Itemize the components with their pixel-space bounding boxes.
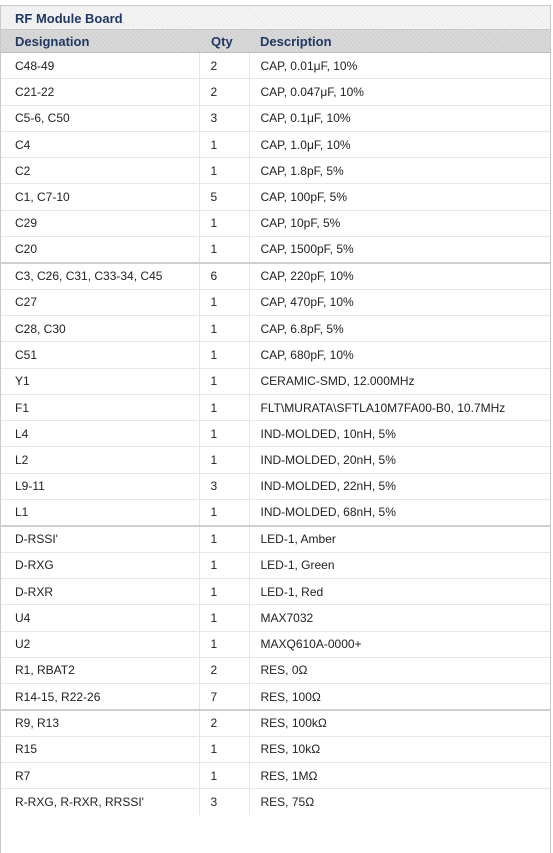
cell-description: IND-MOLDED, 20nH, 5% bbox=[249, 447, 550, 473]
cell-description: CAP, 1500pF, 5% bbox=[249, 237, 550, 263]
cell-description: CAP, 10pF, 5% bbox=[249, 210, 550, 236]
cell-qty: 2 bbox=[199, 53, 249, 79]
cell-description: CAP, 6.8pF, 5% bbox=[249, 315, 550, 341]
cell-qty: 6 bbox=[199, 263, 249, 289]
table-row bbox=[1, 394, 550, 420]
cell-designation: R14-15, R22-26 bbox=[1, 684, 199, 710]
cell-designation: C1, C7-10 bbox=[1, 184, 199, 210]
table-row bbox=[1, 368, 550, 394]
cell-qty: 7 bbox=[199, 684, 249, 710]
table-row bbox=[1, 763, 550, 789]
cell-designation: C48-49 bbox=[1, 53, 199, 79]
table-row bbox=[1, 289, 550, 315]
cell-qty: 1 bbox=[199, 631, 249, 657]
cell-designation: L1 bbox=[1, 500, 199, 526]
cell-designation: R15 bbox=[1, 736, 199, 762]
cell-qty: 1 bbox=[199, 210, 249, 236]
cell-designation: R9, R13 bbox=[1, 710, 199, 736]
cell-designation: C5-6, C50 bbox=[1, 105, 199, 131]
cell-description: CAP, 220pF, 10% bbox=[249, 263, 550, 289]
cell-qty: 5 bbox=[199, 184, 249, 210]
table-row bbox=[1, 500, 550, 526]
cell-qty: 1 bbox=[199, 158, 249, 184]
cell-description: RES, 100Ω bbox=[249, 684, 550, 710]
cell-description: RES, 1MΩ bbox=[249, 763, 550, 789]
cell-designation: C2 bbox=[1, 158, 199, 184]
cell-description: CAP, 0.01μF, 10% bbox=[249, 53, 550, 79]
cell-qty: 1 bbox=[199, 394, 249, 420]
cell-designation: Y1 bbox=[1, 368, 199, 394]
table-row bbox=[1, 158, 550, 184]
cell-description: MAX7032 bbox=[249, 605, 550, 631]
cell-designation: F1 bbox=[1, 394, 199, 420]
cell-qty: 1 bbox=[199, 605, 249, 631]
cell-designation: R7 bbox=[1, 763, 199, 789]
column-header-designation: Designation bbox=[1, 30, 199, 53]
cell-description: CAP, 100pF, 5% bbox=[249, 184, 550, 210]
column-header-description: Description bbox=[249, 30, 550, 53]
table-row bbox=[1, 184, 550, 210]
cell-designation: C28, C30 bbox=[1, 315, 199, 341]
cell-qty: 1 bbox=[199, 315, 249, 341]
cell-description: LED-1, Amber bbox=[249, 526, 550, 552]
cell-designation: R-RXG, R-RXR, RRSSI' bbox=[1, 789, 199, 815]
cell-description: RES, 10kΩ bbox=[249, 736, 550, 762]
table-row bbox=[1, 421, 550, 447]
table-row bbox=[1, 789, 550, 815]
cell-description: IND-MOLDED, 10nH, 5% bbox=[249, 421, 550, 447]
cell-description: IND-MOLDED, 68nH, 5% bbox=[249, 500, 550, 526]
cell-description: LED-1, Green bbox=[249, 552, 550, 578]
cell-description: CAP, 0.047μF, 10% bbox=[249, 79, 550, 105]
cell-qty: 3 bbox=[199, 105, 249, 131]
cell-designation: L9-11 bbox=[1, 473, 199, 499]
table-row bbox=[1, 131, 550, 157]
cell-description: RES, 75Ω bbox=[249, 789, 550, 815]
cell-qty: 1 bbox=[199, 368, 249, 394]
table-row bbox=[1, 473, 550, 499]
cell-qty: 1 bbox=[199, 289, 249, 315]
cell-qty: 1 bbox=[199, 421, 249, 447]
cell-designation: U4 bbox=[1, 605, 199, 631]
cell-qty: 2 bbox=[199, 657, 249, 683]
panel-title: RF Module Board bbox=[1, 5, 550, 30]
cell-designation: L4 bbox=[1, 421, 199, 447]
column-header-qty: Qty bbox=[199, 30, 249, 53]
table-row bbox=[1, 631, 550, 657]
table-row bbox=[1, 736, 550, 762]
cell-description: IND-MOLDED, 22nH, 5% bbox=[249, 473, 550, 499]
cell-qty: 1 bbox=[199, 447, 249, 473]
cell-description: CERAMIC-SMD, 12.000MHz bbox=[249, 368, 550, 394]
cell-designation: L2 bbox=[1, 447, 199, 473]
table-row bbox=[1, 684, 550, 710]
table-row bbox=[1, 210, 550, 236]
cell-designation: C51 bbox=[1, 342, 199, 368]
cell-designation: C4 bbox=[1, 131, 199, 157]
cell-designation: R1, RBAT2 bbox=[1, 657, 199, 683]
cell-description: RES, 0Ω bbox=[249, 657, 550, 683]
bom-table bbox=[1, 30, 550, 815]
cell-description: FLT\MURATA\SFTLA10M7FA00-B0, 10.7MHz bbox=[249, 394, 550, 420]
cell-qty: 1 bbox=[199, 237, 249, 263]
cell-description: RES, 100kΩ bbox=[249, 710, 550, 736]
table-row bbox=[1, 605, 550, 631]
table-row bbox=[1, 263, 550, 289]
table-row bbox=[1, 657, 550, 683]
cell-designation: C21-22 bbox=[1, 79, 199, 105]
table-row bbox=[1, 342, 550, 368]
cell-qty: 3 bbox=[199, 789, 249, 815]
cell-description: CAP, 470pF, 10% bbox=[249, 289, 550, 315]
cell-qty: 1 bbox=[199, 763, 249, 789]
table-row bbox=[1, 53, 550, 79]
cell-qty: 1 bbox=[199, 500, 249, 526]
cell-description: MAXQ610A-0000+ bbox=[249, 631, 550, 657]
cell-qty: 1 bbox=[199, 131, 249, 157]
table-row bbox=[1, 315, 550, 341]
table-row bbox=[1, 578, 550, 604]
cell-qty: 3 bbox=[199, 473, 249, 499]
cell-description: LED-1, Red bbox=[249, 578, 550, 604]
cell-designation: D-RXR bbox=[1, 578, 199, 604]
cell-designation: C3, C26, C31, C33-34, C45 bbox=[1, 263, 199, 289]
cell-designation: C27 bbox=[1, 289, 199, 315]
cell-designation: C20 bbox=[1, 237, 199, 263]
table-row bbox=[1, 79, 550, 105]
cell-designation: C29 bbox=[1, 210, 199, 236]
cell-qty: 1 bbox=[199, 578, 249, 604]
bom-panel bbox=[0, 5, 551, 853]
cell-qty: 2 bbox=[199, 79, 249, 105]
cell-description: CAP, 1.8pF, 5% bbox=[249, 158, 550, 184]
table-row bbox=[1, 237, 550, 263]
cell-qty: 1 bbox=[199, 736, 249, 762]
table-row bbox=[1, 552, 550, 578]
cell-designation: U2 bbox=[1, 631, 199, 657]
table-row bbox=[1, 105, 550, 131]
cell-description: CAP, 1.0μF, 10% bbox=[249, 131, 550, 157]
table-row bbox=[1, 447, 550, 473]
cell-designation: D-RXG bbox=[1, 552, 199, 578]
cell-description: CAP, 0.1μF, 10% bbox=[249, 105, 550, 131]
table-header-row bbox=[1, 30, 550, 53]
cell-qty: 1 bbox=[199, 526, 249, 552]
cell-qty: 2 bbox=[199, 710, 249, 736]
cell-qty: 1 bbox=[199, 552, 249, 578]
cell-qty: 1 bbox=[199, 342, 249, 368]
table-row bbox=[1, 526, 550, 552]
cell-designation: D-RSSI' bbox=[1, 526, 199, 552]
cell-description: CAP, 680pF, 10% bbox=[249, 342, 550, 368]
table-row bbox=[1, 710, 550, 736]
